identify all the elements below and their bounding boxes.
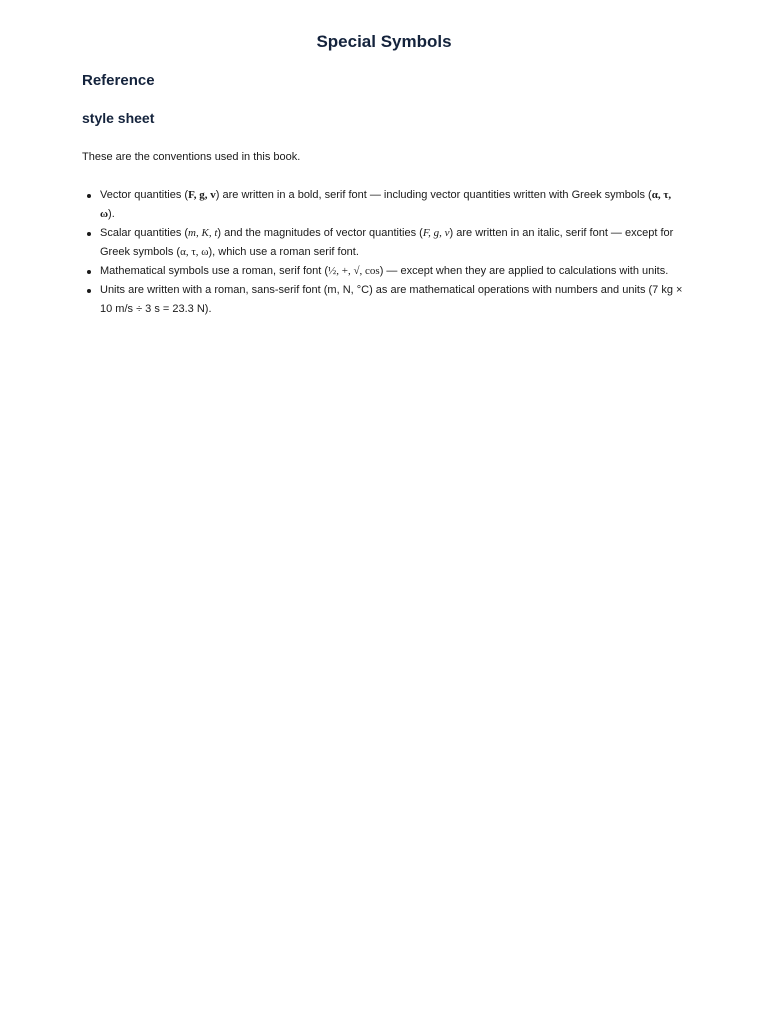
bullet-icon: [87, 194, 91, 198]
list-item-text: ) and the magnitudes of vector quantities (: [217, 227, 423, 239]
list-item-units: [82, 281, 686, 319]
math-symbols: ½, +, √, cos: [328, 265, 380, 277]
subsection-heading: style sheet: [82, 110, 155, 126]
conventions-list: [82, 186, 686, 319]
list-item-text: Mathematical symbols use a roman, serif font (: [100, 265, 329, 277]
greek-scalar-symbols: α, τ, ω: [180, 246, 209, 258]
section-heading: Reference: [82, 72, 155, 89]
bullet-icon: [87, 232, 91, 236]
magnitude-symbols: F, g, v: [422, 227, 450, 239]
list-item-mathematical-symbols: [82, 262, 686, 281]
list-item-text: Vector quantities (: [100, 189, 189, 201]
list-item-text: ) are written in an italic, serif font — except for Greek symbols (: [100, 227, 674, 258]
list-item-text: ) — except when they are applied to calculations with units.: [379, 265, 669, 277]
scalar-symbols: m, K, t: [188, 227, 218, 239]
list-item-scalar-quantities: [82, 224, 686, 262]
list-item-text: ), which use a roman serif font.: [208, 246, 359, 258]
bullet-icon: [87, 289, 91, 293]
list-item-text: Units are written with a roman, sans-serif font (m, N, °C) as are mathematical operations with numbers and units (7 kg × 10 m/s ÷ 3 s = 23.3 N).: [100, 284, 683, 315]
list-item-text: ) are written in a bold, serif font — including vector quantities written with Greek symbols (: [215, 189, 652, 201]
greek-vector-symbols: α, τ, ω: [100, 189, 672, 220]
list-item-vector-quantities: [82, 186, 686, 224]
page-title: Special Symbols: [316, 32, 452, 51]
intro-paragraph: These are the conventions used in this book.: [82, 151, 301, 163]
list-item-text: Scalar quantities (: [100, 227, 189, 239]
vector-symbols: F, g, v: [188, 189, 216, 201]
bullet-icon: [87, 270, 91, 274]
list-item-text: ).: [108, 208, 115, 220]
